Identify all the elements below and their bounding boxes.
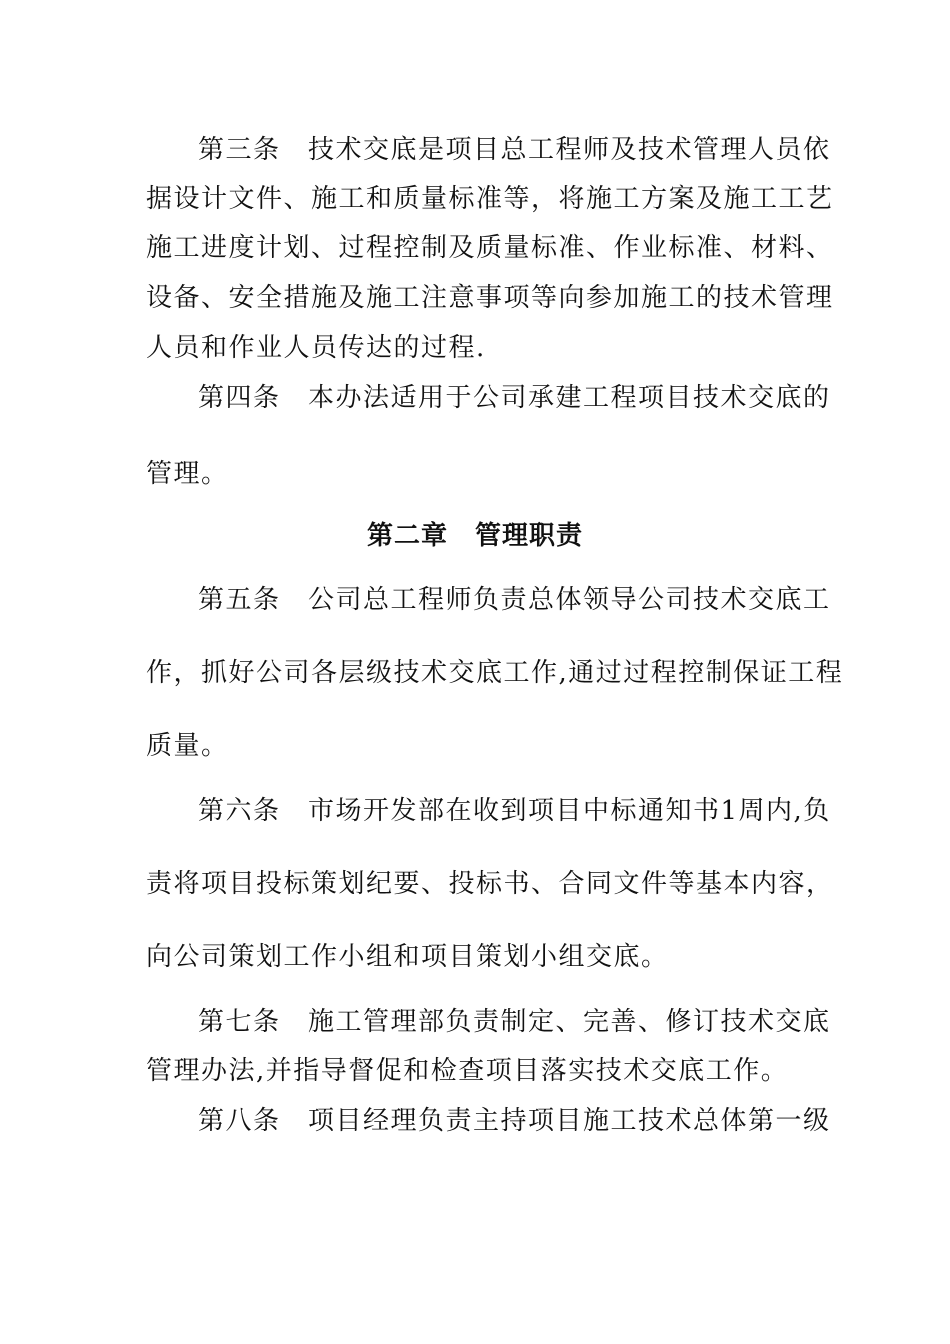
- article-4-line-2: 管理。: [146, 459, 229, 489]
- article-8-line-1: 第八条 项目经理负责主持项目施工技术总体第一级: [198, 1106, 831, 1136]
- article-3-line-5: 人员和作业人员传达的过程.: [146, 333, 486, 363]
- article-3-line-2: 据设计文件、施工和质量标准等，将施工方案及施工工艺: [146, 184, 834, 214]
- article-5-line-1: 第五条 公司总工程师负责总体领导公司技术交底工: [198, 585, 831, 615]
- chapter-heading: 第二章 管理职责: [366, 521, 583, 551]
- article-7-line-2: 管理办法,并指导督促和检查项目落实技术交底工作。: [146, 1056, 789, 1086]
- article-4-line-1: 第四条 本办法适用于公司承建工程项目技术交底的: [198, 383, 831, 413]
- article-3-line-1: 第三条 技术交底是项目总工程师及技术管理人员依: [198, 135, 831, 165]
- article-5-line-3: 质量。: [146, 731, 229, 761]
- article-6-line-3: 向公司策划工作小组和项目策划小组交底。: [146, 942, 669, 972]
- article-5-line-2: 作，抓好公司各层级技术交底工作,通过过程控制保证工程: [146, 658, 844, 688]
- article-3-line-4: 设备、安全措施及施工注意事项等向参加施工的技术管理: [146, 283, 834, 313]
- article-3-line-3: 施工进度计划、过程控制及质量标准、作业标准、材料、: [146, 233, 834, 263]
- article-6-line-1: 第六条 市场开发部在收到项目中标通知书1周内,负: [198, 796, 831, 826]
- article-7-line-1: 第七条 施工管理部负责制定、完善、修订技术交底: [198, 1007, 831, 1037]
- article-6-line-2: 责将项目投标策划纪要、投标书、合同文件等基本内容，: [146, 869, 834, 899]
